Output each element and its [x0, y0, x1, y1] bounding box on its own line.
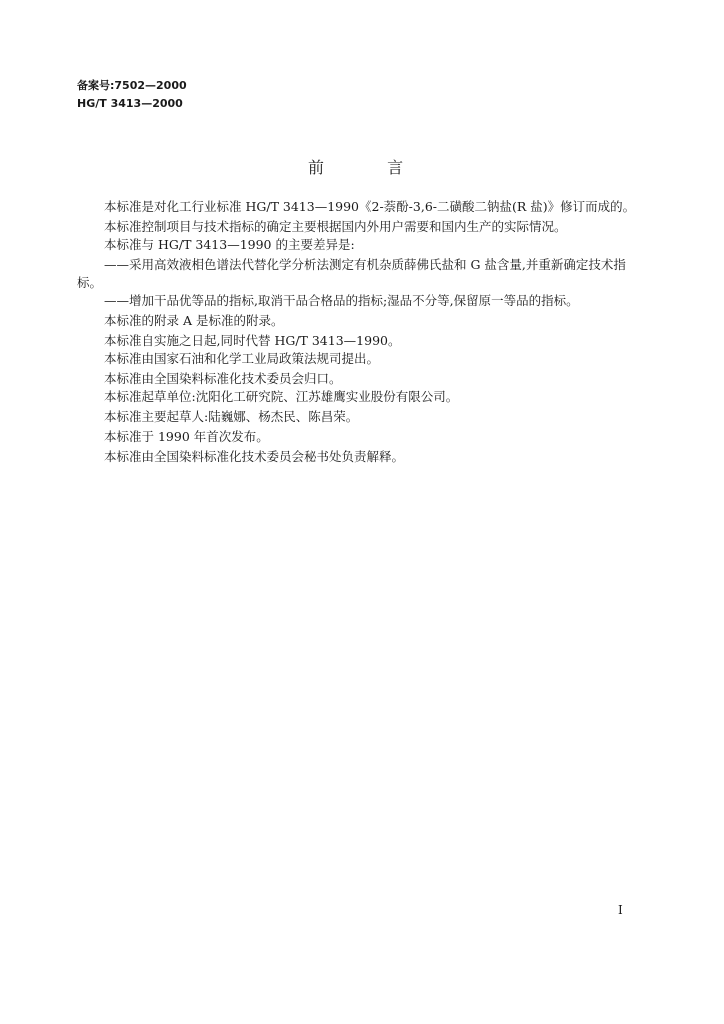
preface-line: 本标准自实施之日起,同时代替 HG/T 3413—1990。 — [104, 333, 401, 348]
preface-line: ——增加干品优等品的指标,取消干品合格品的指标;湿品不分等,保留原一等品的指标。 — [104, 293, 579, 308]
preface-line: 本标准于 1990 年首次发布。 — [104, 429, 269, 444]
preface-line-continuation: 标。 — [77, 275, 103, 290]
preface-line: 本标准由国家石油和化学工业局政策法规司提出。 — [104, 351, 380, 366]
preface-title: 前 言 — [308, 158, 404, 177]
preface-line: ——采用高效液相色谱法代替化学分析法测定有机杂质薛佛氏盐和 G 盐含量,并重新确定技术指 — [104, 257, 626, 272]
preface-line: 本标准控制项目与技术指标的确定主要根据国内外用户需要和国内生产的实际情况。 — [104, 219, 567, 234]
preface-line: 本标准与 HG/T 3413—1990 的主要差异是: — [104, 237, 355, 252]
filing-number: 备案号:7502—2000 — [77, 79, 187, 92]
preface-line: 本标准由全国染料标准化技术委员会秘书处负责解释。 — [104, 449, 405, 464]
preface-line: 本标准由全国染料标准化技术委员会归口。 — [104, 371, 342, 386]
standard-code: HG/T 3413—2000 — [77, 97, 183, 110]
page-number: I — [618, 903, 623, 917]
preface-line: 本标准的附录 A 是标准的附录。 — [104, 313, 284, 328]
preface-line: 本标准主要起草人:陆巍娜、杨杰民、陈昌荣。 — [104, 409, 359, 424]
preface-line: 本标准起草单位:沈阳化工研究院、江苏雄鹰实业股份有限公司。 — [104, 389, 459, 404]
preface-line: 本标准是对化工行业标准 HG/T 3413—1990《2-萘酚-3,6-二磺酸二钠盐(R 盐)》修订而成的。 — [104, 199, 636, 214]
